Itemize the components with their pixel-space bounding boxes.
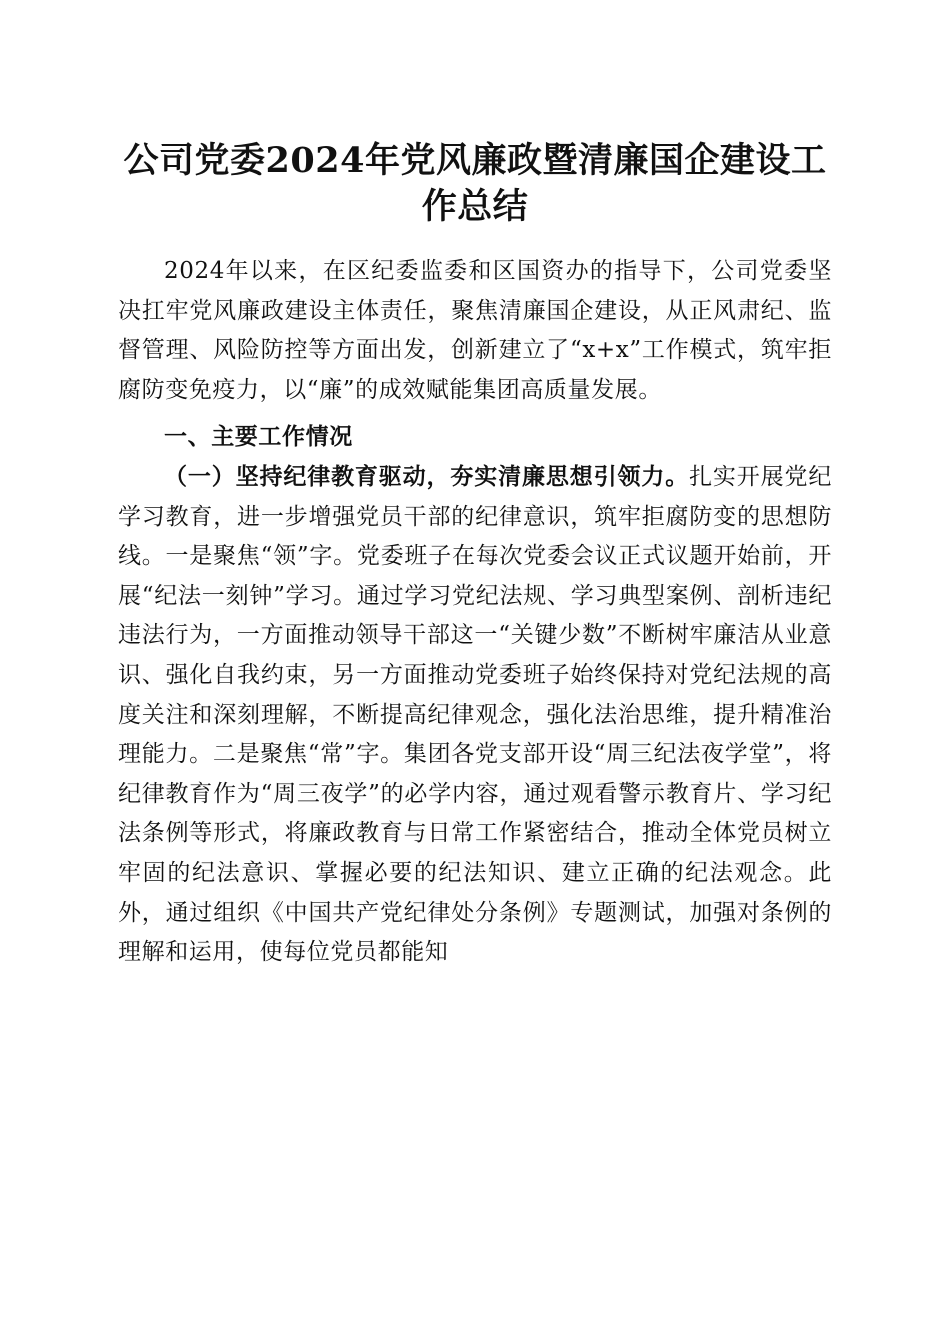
subsection-text: 扎实开展党纪学习教育，进一步增强党员干部的纪律意识，筑牢拒腐防变的思想防线。一是聚焦“领”字。党委班子在每次党委会议正式议题开始前，开展“纪法一刻钟”学习。通过学习党纪法规、学习典型案例、剖析违纪违法行为，一方面推动领导干部这一“关键少数”不断树牢廉洁从业意识、强化自我约束，另一方面推动党委班子始终保持对党纪法规的高度关注和深刻理解，不断提高纪律观念，强化法治思维，提升精准治理能力。二是聚焦“常”字。集团各党支部开设“周三纪法夜学堂”，将纪律教育作为“周三夜学”的必学内容，通过观看警示教育片、学习纪法条例等形式，将廉政教育与日常工作紧密结合，推动全体党员树立牢固的纪法意识、掌握必要的纪法知识、建立正确的纪法观念。此外，通过组织《中国共产党纪律处分条例》专题测试，加强对条例的理解和运用，使每位党员都能知 bbox=[118, 463, 832, 966]
section-heading: 一、主要工作情况 bbox=[164, 424, 353, 451]
document-title: 公司党委2024年党风廉政暨清廉国企建设工作总结 bbox=[123, 140, 827, 227]
subsection-lead: （一）坚持纪律教育驱动，夯实清廉思想引领力。 bbox=[164, 463, 690, 490]
subsection-paragraph bbox=[118, 458, 832, 973]
document-body bbox=[118, 252, 832, 973]
intro-paragraph: 2024年以来，在区纪委监委和区国资办的指导下，公司党委坚决扛牢党风廉政建设主体责任，聚焦清廉国企建设，从正风肃纪、监督管理、风险防控等方面出发，创新建立了“x+x”工作模式，筑牢拒腐防变免疫力，以“廉”的成效赋能集团高质量发展。 bbox=[118, 258, 832, 403]
